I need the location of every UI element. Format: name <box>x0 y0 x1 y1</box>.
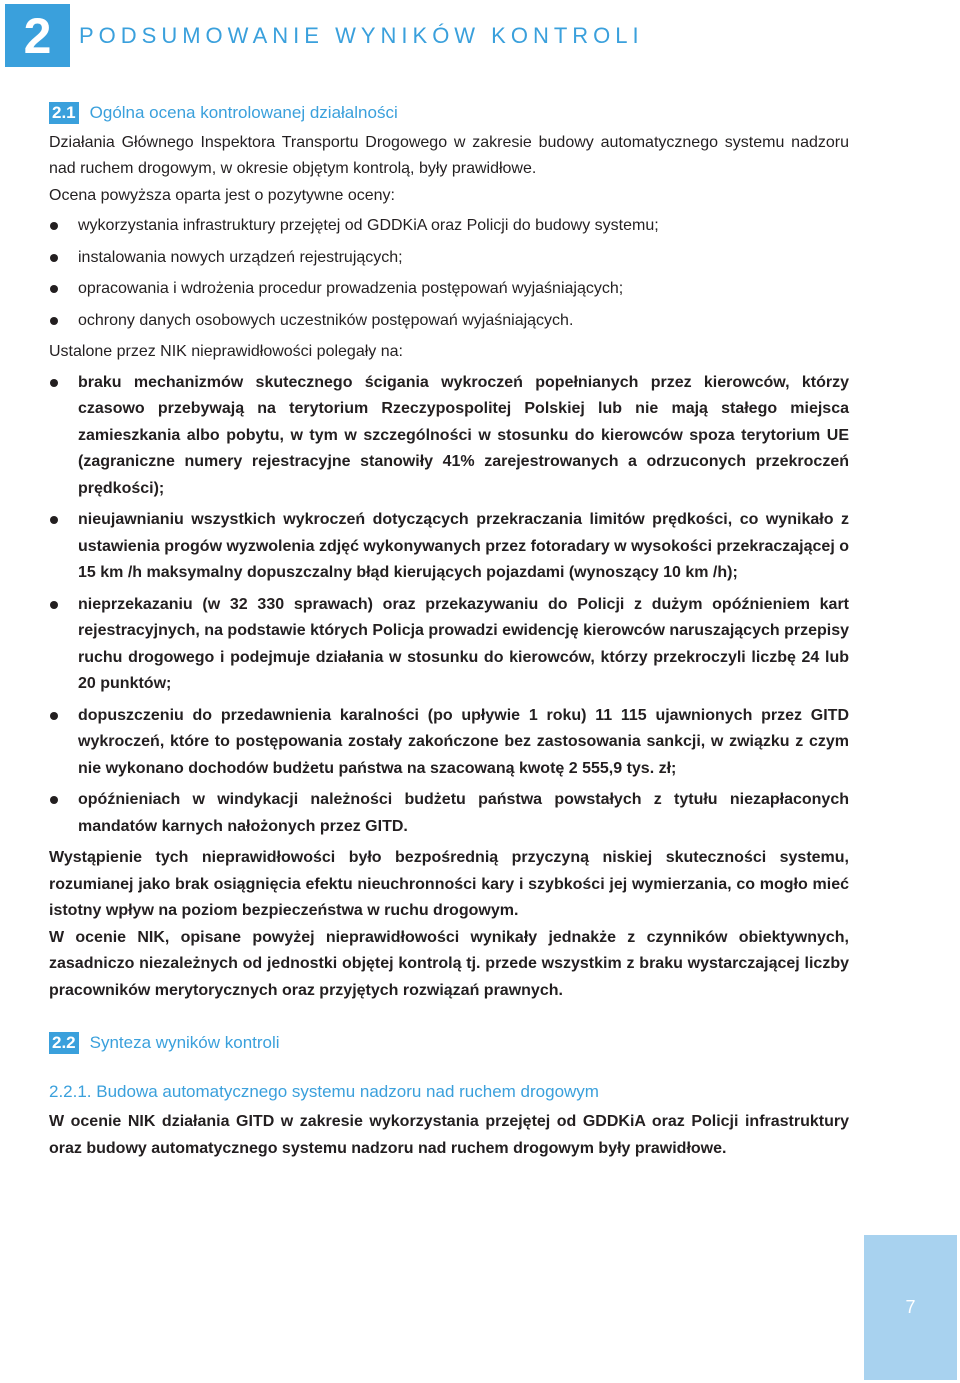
list-item: opóźnieniach w windykacji należności budżetu państwa powstałych z tytułu niezapłaconych mandatów karnych nałożonych przez GITD. <box>49 787 849 840</box>
subsection-paragraph: W ocenie NIK działania GITD w zakresie wykorzystania przejętej od GDDKiA oraz Policji infrastruktury oraz budowy automatycznego systemu nadzoru nad ruchem drogowym były prawidłowe. <box>49 1113 849 1157</box>
section-title: Ogólna ocena kontrolowanej działalności <box>89 103 398 122</box>
chapter-title: PODSUMOWANIE WYNIKÓW KONTROLI <box>79 23 644 48</box>
bullet-icon <box>50 379 58 387</box>
conclusion-paragraph-1: Wystąpienie tych nieprawidłowości było bezpośrednią przyczyną niskiej skuteczności systemu, rozumianej jako brak osiągnięcia efektu nieuchronności kary i szybkości jej wymierzania, co mogło mieć istotny wpływ na poziom bezpieczeństwa w ruchu drogowym. <box>49 849 849 919</box>
chapter-number: 2 <box>23 7 52 64</box>
irregularities-list <box>49 370 849 841</box>
list-item: nieujawnianiu wszystkich wykroczeń dotyczących przekraczania limitów prędkości, co wynikało z ustawienia progów wyzwolenia zdjęć wykonywanych przez fotoradary w wysokości przekraczającej o 15 km /h maksymalny dopuszczalny błąd kierujących pojazdami (wynoszący 10 km /h); <box>49 507 849 587</box>
list-item: ochrony danych osobowych uczestników postępowań wyjaśniających. <box>49 308 849 335</box>
section-title: Synteza wyników kontroli <box>89 1033 280 1052</box>
list-item: wykorzystania infrastruktury przejętej od GDDKiA oraz Policji do budowy systemu; <box>49 213 849 240</box>
bullet-icon <box>50 285 58 293</box>
bullet-icon <box>50 222 58 230</box>
bullet-icon <box>50 254 58 262</box>
section-heading-2-2 <box>49 1030 849 1057</box>
page-content <box>49 100 849 1162</box>
list-item: opracowania i wdrożenia procedur prowadzenia postępowań wyjaśniających; <box>49 276 849 303</box>
irregularities-intro: Ustalone przez NIK nieprawidłowości polegały na: <box>49 343 403 360</box>
list-item: braku mechanizmów skutecznego ścigania wykroczeń popełnianych przez kierowców, którzy czasowo przebywają na terytorium Rzeczypospolitej Polskiej lub nie mają stałego miejsca zamieszkania albo pobytu, w tym w szczególności w stosunku do kierowców spoza terytorium UE (zagraniczne numery rejestracyjne stanowiły 41% zarejestrowanych a odrzuconych przekroczeń prędkości); <box>49 370 849 503</box>
list-item: nieprzekazaniu (w 32 330 sprawach) oraz przekazywaniu do Policji z dużym opóźnieniem kart rejestracyjnych, na podstawie których Policja prowadzi ewidencję kierowców naruszających przepisy ruchu drogowego i podejmuje działania w stosunku do kierowców, którzy przekroczyli liczbę 24 lub 20 punktów; <box>49 592 849 698</box>
bullet-icon <box>50 796 58 804</box>
bullet-icon <box>50 516 58 524</box>
intro-paragraph: Działania Głównego Inspektora Transportu Drogowego w zakresie budowy automatycznego systemu nadzoru nad ruchem drogowym, w okresie objętym kontrolą, były prawidłowe. <box>49 133 849 177</box>
page-number: 7 <box>905 1297 916 1317</box>
basis-paragraph: Ocena powyższa oparta jest o pozytywne oceny: <box>49 186 395 204</box>
subsection-title: 2.2.1. Budowa automatycznego systemu nadzoru nad ruchem drogowym <box>49 1081 599 1101</box>
bullet-icon <box>50 712 58 720</box>
bullet-icon <box>50 317 58 325</box>
chapter-number-box <box>5 4 70 67</box>
page-number-box <box>864 1235 957 1380</box>
section-number: 2.1 <box>49 102 79 124</box>
positive-assessment-list <box>49 213 849 334</box>
list-item: dopuszczeniu do przedawnienia karalności (po upływie 1 roku) 11 115 ujawnionych przez GITD wykroczeń, które to postępowania zostały zakończone bez zastosowania sankcji, w związku z czym nie wykonano dochodów budżetu państwa na szacowaną kwotę 2 555,9 tys. zł; <box>49 703 849 783</box>
list-item: instalowania nowych urządzeń rejestrujących; <box>49 245 849 272</box>
section-number: 2.2 <box>49 1032 79 1054</box>
section-heading-2-1 <box>49 100 849 127</box>
bullet-icon <box>50 601 58 609</box>
conclusion-paragraph-2: W ocenie NIK, opisane powyżej nieprawidłowości wynikały jednakże z czynników obiektywnych, zasadniczo niezależnych od jednostki objętej kontrolą tj. przede wszystkim z braku wystarczającej liczby pracowników merytorycznych oraz przyjętych rozwiązań prawnych. <box>49 928 849 999</box>
